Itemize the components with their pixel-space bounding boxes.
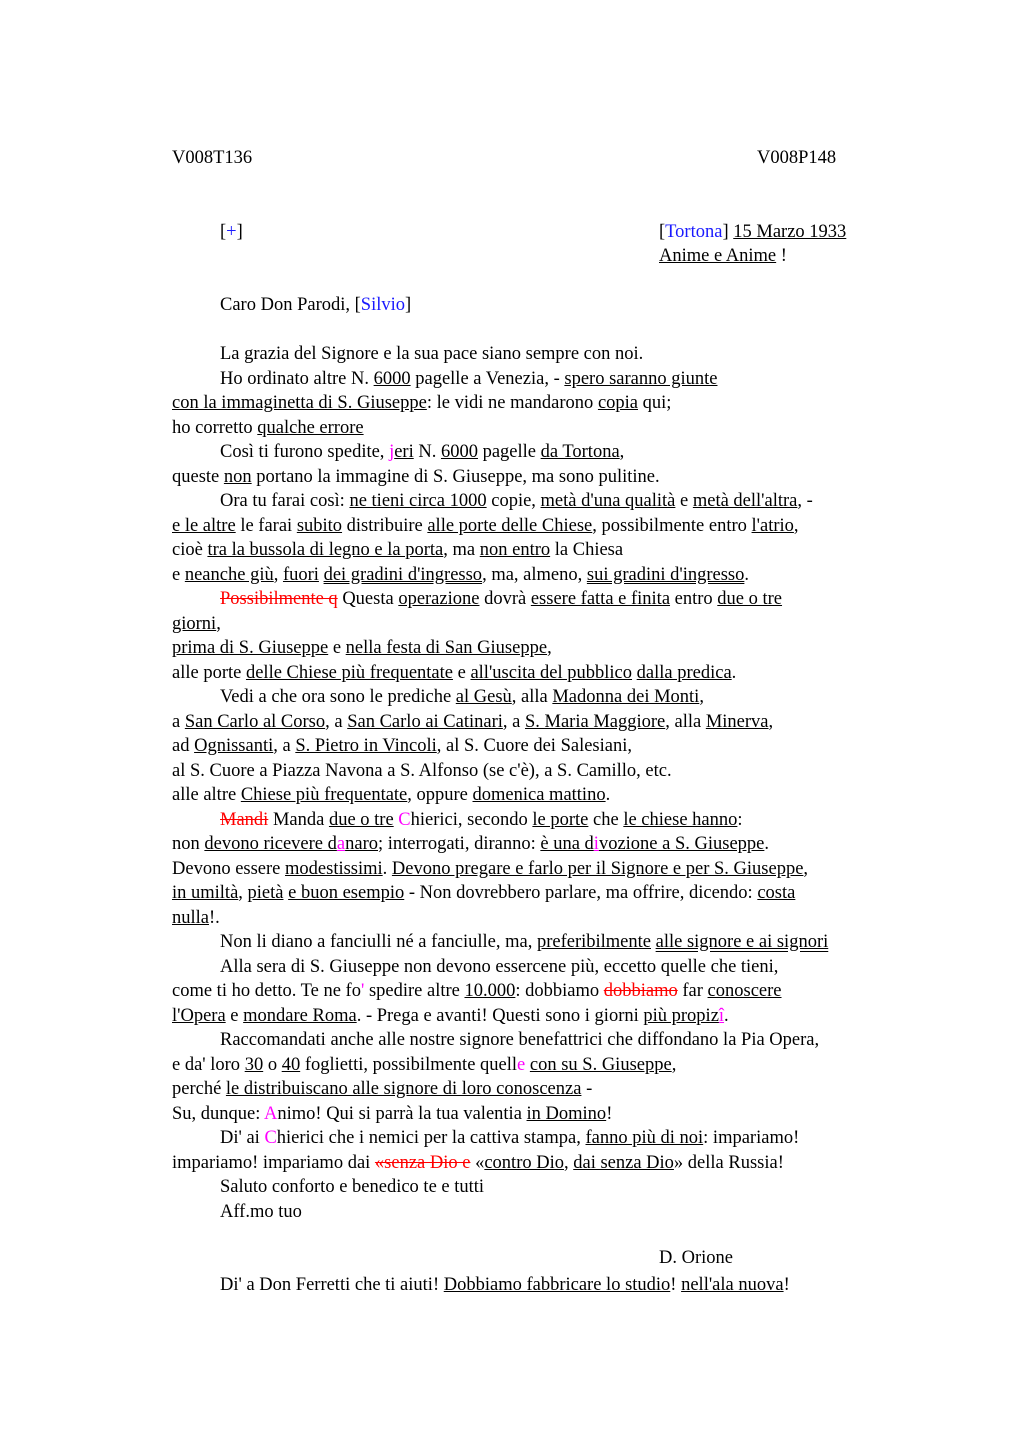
underlined-text: spero saranno giunte bbox=[564, 368, 718, 389]
text-span: ; interrogati, diranno: bbox=[378, 834, 541, 854]
text-span: : le vidi ne mandarono bbox=[426, 393, 598, 413]
underlined-text: conoscere bbox=[707, 981, 782, 1001]
text-span: al S. Cuore a Piazza Navona a S. Alfonso (se c'è), a S. Camillo, etc. bbox=[172, 760, 672, 781]
underlined-text: è una d bbox=[540, 834, 594, 854]
underlined-text: modestissimi bbox=[285, 858, 383, 879]
text-line bbox=[172, 759, 912, 784]
text-line bbox=[172, 440, 912, 465]
underlined-text: Chiese più frequentate bbox=[240, 785, 408, 805]
underlined-text: preferibilmente bbox=[536, 932, 651, 952]
text-line bbox=[172, 416, 912, 441]
text-span: , bbox=[216, 613, 221, 634]
corrected-letter: e bbox=[517, 1054, 526, 1075]
text-span: non bbox=[172, 834, 205, 854]
underlined-text: domenica mattino bbox=[472, 785, 606, 805]
salutation: Caro Don Parodi, [Silvio] bbox=[220, 295, 412, 315]
text-span: Saluto conforto e benedico te e tutti bbox=[220, 1177, 485, 1197]
corrected-letter: ' bbox=[360, 981, 365, 1001]
underlined-text: più propiz bbox=[643, 1005, 719, 1026]
text-span: , ma, almeno, bbox=[482, 564, 587, 585]
text-line bbox=[172, 930, 912, 955]
text-span: . bbox=[382, 858, 392, 879]
text-span: le farai bbox=[235, 515, 297, 536]
underlined-text: pietà bbox=[247, 883, 284, 903]
text-line bbox=[172, 661, 912, 686]
text-span: , alla bbox=[511, 687, 553, 707]
underlined-text: vozione a S. Giuseppe bbox=[598, 834, 765, 854]
text-span: Ho ordinato altre N. bbox=[220, 368, 374, 389]
underlined-text: delle Chiese più frequentate bbox=[245, 662, 453, 683]
underlined-text: in Domino bbox=[526, 1103, 607, 1124]
text-line bbox=[172, 832, 912, 857]
underlined-text: con su S. Giuseppe bbox=[529, 1054, 672, 1075]
underlined-text: costa bbox=[757, 883, 796, 903]
text-span: alle porte bbox=[172, 662, 246, 683]
text-span: e bbox=[225, 1005, 244, 1026]
text-span: Così ti furono spedite, bbox=[220, 442, 390, 462]
text-line bbox=[172, 538, 912, 563]
underlined-text: fanno più di noi bbox=[585, 1128, 704, 1148]
text-line bbox=[172, 367, 912, 392]
text-line bbox=[172, 906, 912, 931]
text-line bbox=[172, 710, 912, 735]
text-span: come ti ho detto. Te ne fo bbox=[172, 981, 361, 1001]
text-span: , - bbox=[797, 491, 813, 511]
motto: Anime e Anime ! bbox=[659, 246, 787, 266]
underlined-text: subito bbox=[296, 515, 343, 536]
underlined-text: essere fatta e finita bbox=[530, 589, 671, 609]
underlined-text: nell'ala nuova bbox=[681, 1275, 784, 1295]
text-span: perché bbox=[172, 1079, 226, 1099]
text-span: nimo! Qui si parrà la tua valentia bbox=[277, 1103, 527, 1124]
text-span: , ma bbox=[443, 540, 480, 560]
letter-date: 15 Marzo 1933 bbox=[733, 222, 847, 242]
text-span: . bbox=[605, 785, 611, 805]
text-span: ad bbox=[172, 736, 195, 756]
text-span: . bbox=[764, 834, 769, 854]
cross-symbol: + bbox=[226, 222, 237, 242]
text-span: , bbox=[768, 711, 774, 732]
underlined-text: due o tre bbox=[717, 589, 783, 609]
text-span: copie, bbox=[486, 491, 541, 511]
recipient-name: Silvio bbox=[360, 295, 406, 315]
underlined-text: l'Opera bbox=[172, 1005, 226, 1026]
underlined-text: due o tre bbox=[328, 809, 394, 830]
underlined-text: naro bbox=[345, 834, 378, 854]
text-line bbox=[172, 1053, 912, 1078]
underlined-text: giorni bbox=[172, 613, 217, 634]
text-line bbox=[172, 1200, 912, 1225]
underlined-text: prima di S. Giuseppe bbox=[172, 638, 329, 658]
text-span: e bbox=[452, 662, 471, 683]
text-span: Di' a Don Ferretti che ti aiuti! bbox=[220, 1275, 444, 1295]
text-span: , bbox=[793, 515, 799, 536]
text-span: : dobbiamo bbox=[515, 981, 604, 1001]
corrected-letter: i bbox=[593, 834, 599, 854]
text-span: , a bbox=[325, 711, 348, 732]
text-line bbox=[172, 734, 912, 759]
text-span: , bbox=[619, 442, 625, 462]
text-span: che bbox=[588, 809, 624, 830]
document-code-left: V008T136 bbox=[172, 148, 253, 168]
underlined-text: l'atrio bbox=[751, 515, 794, 536]
text-span: . bbox=[724, 1005, 729, 1026]
underlined-text: non bbox=[223, 466, 252, 487]
text-span: a bbox=[172, 711, 185, 732]
text-span: o bbox=[263, 1054, 282, 1075]
text-span: , a bbox=[502, 711, 525, 732]
text-line bbox=[172, 808, 912, 833]
text-span: foglietti, possibilmente quell bbox=[300, 1054, 518, 1075]
text-line bbox=[172, 1224, 912, 1249]
underlined-text: metà dell'altra bbox=[692, 491, 798, 511]
text-line bbox=[172, 979, 912, 1004]
text-line bbox=[172, 685, 912, 710]
document-code-right: V008P148 bbox=[757, 148, 837, 168]
underlined-text: le porte bbox=[532, 809, 589, 830]
text-span: , a bbox=[273, 736, 296, 756]
text-span: , possibilmente entro bbox=[592, 515, 752, 536]
deleted-text: dobbiamo bbox=[603, 981, 678, 1001]
underlined-text: 6000 bbox=[440, 442, 478, 462]
text-line bbox=[172, 342, 912, 367]
underlined-text: neanche giù bbox=[184, 564, 274, 585]
text-span: Raccomandati anche alle nostre signore benefattrici che diffondano la Pia Opera, bbox=[220, 1030, 820, 1050]
text-span: . bbox=[744, 564, 749, 585]
text-span: e bbox=[675, 491, 693, 511]
underlined-text: San Carlo al Corso bbox=[184, 711, 326, 732]
underlined-text: devono ricevere d bbox=[204, 834, 337, 854]
corrected-letter: a bbox=[336, 834, 346, 854]
underlined-text: alle porte delle Chiese bbox=[427, 515, 593, 536]
text-line bbox=[172, 1273, 912, 1298]
deleted-text: Possibilmente q bbox=[220, 589, 338, 609]
text-line bbox=[172, 612, 912, 637]
text-span: - Non dovrebbero parlare, ma offrire, dicendo: bbox=[404, 883, 758, 903]
underlined-text: in umiltà bbox=[172, 883, 239, 903]
text-line bbox=[172, 465, 912, 490]
text-span: hierici che i nemici per la cattiva stampa, bbox=[276, 1128, 586, 1148]
text-line bbox=[172, 1028, 912, 1053]
corrected-letter: j bbox=[389, 442, 395, 462]
underlined-text: fuori bbox=[282, 564, 319, 585]
text-span: distribuire bbox=[342, 515, 428, 536]
underlined-text: qualche errore bbox=[257, 417, 364, 438]
text-line bbox=[172, 489, 912, 514]
text-span: e bbox=[328, 638, 346, 658]
text-span: portano la immagine di S. Giuseppe, ma sono pulitine. bbox=[251, 466, 660, 487]
underlined-text: eri bbox=[394, 442, 414, 462]
underlined-text: Devono pregare e farlo per il Signore e per S. Giuseppe bbox=[391, 858, 804, 879]
underlined-text: Madonna dei Monti bbox=[552, 687, 700, 707]
corrected-letter: C bbox=[398, 809, 411, 830]
underlined-text: all'uscita del pubblico bbox=[470, 662, 633, 683]
text-span: e da' loro bbox=[172, 1054, 245, 1075]
text-span: Manda bbox=[268, 809, 329, 830]
text-span: , bbox=[547, 638, 552, 658]
date-line: [Tortona] 15 Marzo 1933 bbox=[659, 222, 847, 242]
text-line bbox=[172, 587, 912, 612]
underlined-text: Ognissanti bbox=[194, 736, 274, 756]
text-span: ho corretto bbox=[172, 417, 258, 438]
text-span: ! bbox=[606, 1103, 613, 1124]
text-span: alle altre bbox=[172, 785, 241, 805]
text-line bbox=[172, 1004, 912, 1029]
underlined-text: le distribuiscano alle signore di loro conoscenza bbox=[225, 1079, 582, 1099]
text-span: Non li diano a fanciulli né a fanciulle, ma, bbox=[220, 932, 537, 952]
text-span: N. bbox=[413, 442, 441, 462]
text-span: : impariamo! bbox=[703, 1128, 800, 1148]
text-span: La grazia del Signore e la sua pace siano sempre con noi. bbox=[220, 344, 644, 364]
text-line bbox=[172, 1126, 912, 1151]
underlined-text: Minerva bbox=[705, 711, 769, 732]
underlined-text: con la immaginetta di S. Giuseppe bbox=[172, 393, 427, 413]
text-line bbox=[172, 1102, 912, 1127]
text-line bbox=[172, 955, 912, 980]
text-span: Alla sera di S. Giuseppe non devono essercene più, eccetto quelle che tieni, bbox=[220, 956, 779, 977]
text-line bbox=[172, 783, 912, 808]
text-span: . bbox=[731, 662, 737, 683]
underlined-text: le chiese hanno bbox=[623, 809, 738, 830]
text-span: ! bbox=[670, 1275, 682, 1295]
text-line bbox=[172, 1249, 912, 1274]
text-span: Devono essere bbox=[172, 858, 286, 879]
text-span: , bbox=[273, 564, 283, 585]
text-span: Questa bbox=[337, 589, 399, 609]
text-span: Ora tu farai così: bbox=[220, 491, 350, 511]
text-span: , al S. Cuore dei Salesiani, bbox=[436, 736, 632, 756]
text-line bbox=[172, 563, 912, 588]
signature: D. Orione bbox=[659, 1248, 733, 1268]
text-span: - bbox=[581, 1079, 593, 1099]
text-span: , bbox=[699, 687, 704, 707]
text-span: « bbox=[470, 1152, 485, 1173]
underlined-text: dai senza Dio bbox=[573, 1152, 674, 1173]
text-span: Vedi a che ora sono le prediche bbox=[220, 687, 456, 707]
text-span: pagelle a Venezia, - bbox=[410, 368, 565, 389]
underlined-text: ne tieni circa 1000 bbox=[349, 491, 487, 511]
cross-mark: [+] bbox=[220, 222, 243, 242]
underlined-text: dei gradini d'ingresso bbox=[323, 564, 483, 585]
text-span: pagelle bbox=[477, 442, 541, 462]
underlined-text: sui gradini d'ingresso bbox=[586, 564, 745, 585]
corrected-letter: C bbox=[264, 1128, 277, 1148]
underlined-text: operazione bbox=[398, 589, 480, 609]
corrected-letter: A bbox=[264, 1103, 278, 1124]
underlined-text: 30 bbox=[244, 1054, 264, 1075]
underlined-text: al Gesù bbox=[455, 687, 512, 707]
text-line bbox=[172, 391, 912, 416]
underlined-text: mondare Roma bbox=[243, 1005, 357, 1026]
text-line bbox=[172, 1175, 912, 1200]
text-span: entro bbox=[670, 589, 718, 609]
underlined-text: tra la bussola di legno e la porta bbox=[207, 540, 444, 560]
underlined-text: nulla bbox=[172, 907, 209, 928]
text-span: , bbox=[563, 1152, 574, 1173]
deleted-text: Mandi bbox=[220, 809, 269, 830]
underlined-text: copia bbox=[597, 393, 638, 413]
text-span: , alla bbox=[665, 711, 706, 732]
text-line bbox=[172, 881, 912, 906]
text-line bbox=[172, 1077, 912, 1102]
text-span: far bbox=[677, 981, 708, 1001]
text-span: Su, dunque: bbox=[172, 1103, 264, 1124]
text-line bbox=[172, 514, 912, 539]
text-span: Aff.mo tuo bbox=[220, 1201, 302, 1222]
corrected-letter: î bbox=[718, 1005, 725, 1026]
text-span: impariamo! impariamo dai bbox=[172, 1152, 375, 1173]
underlined-text: Dobbiamo fabbricare lo studio bbox=[443, 1275, 671, 1295]
text-span: , bbox=[803, 858, 809, 879]
text-line bbox=[172, 857, 912, 882]
text-line bbox=[172, 1151, 912, 1176]
text-span: e bbox=[172, 564, 185, 585]
underlined-text: 40 bbox=[281, 1054, 301, 1075]
text-span: ! bbox=[783, 1275, 790, 1295]
underlined-text: 10.000 bbox=[464, 981, 516, 1001]
underlined-text: S. Maria Maggiore bbox=[524, 711, 666, 732]
underlined-text: da Tortona bbox=[540, 442, 620, 462]
text-span: : bbox=[737, 809, 743, 830]
text-span: hierici, secondo bbox=[410, 809, 533, 830]
underlined-text: dalla predica bbox=[636, 662, 732, 683]
text-span: qui; bbox=[638, 393, 672, 413]
underlined-text: contro Dio bbox=[484, 1152, 564, 1173]
text-span: Di' ai bbox=[220, 1128, 265, 1148]
text-span: , bbox=[238, 883, 248, 903]
underlined-text: metà d'una qualità bbox=[540, 491, 676, 511]
underlined-text: 6000 bbox=[373, 368, 411, 389]
underlined-text: alle signore e ai signori bbox=[655, 932, 829, 952]
text-span: cioè bbox=[172, 540, 208, 560]
underlined-text: S. Pietro in Vincoli bbox=[295, 736, 437, 756]
deleted-text: «senza Dio e bbox=[374, 1152, 471, 1173]
text-span: queste bbox=[172, 466, 224, 487]
text-span: , oppure bbox=[407, 785, 473, 805]
text-span: . - Prega e avanti! Questi sono i giorni bbox=[356, 1005, 644, 1026]
underlined-text: non entro bbox=[479, 540, 551, 560]
underlined-text: San Carlo ai Catinari bbox=[347, 711, 503, 732]
text-span: » della Russia! bbox=[673, 1152, 784, 1173]
text-span: !. bbox=[209, 907, 220, 928]
text-span: dovrà bbox=[479, 589, 531, 609]
underlined-text: e le altre bbox=[172, 515, 236, 536]
underlined-text: e buon esempio bbox=[288, 883, 405, 903]
text-span: , bbox=[671, 1054, 677, 1075]
letter-body bbox=[172, 342, 912, 1298]
underlined-text: nella festa di San Giuseppe bbox=[345, 638, 548, 658]
text-line bbox=[172, 636, 912, 661]
text-span: spedire altre bbox=[364, 981, 465, 1001]
place-name: Tortona bbox=[665, 222, 723, 242]
text-span: la Chiesa bbox=[550, 540, 624, 560]
